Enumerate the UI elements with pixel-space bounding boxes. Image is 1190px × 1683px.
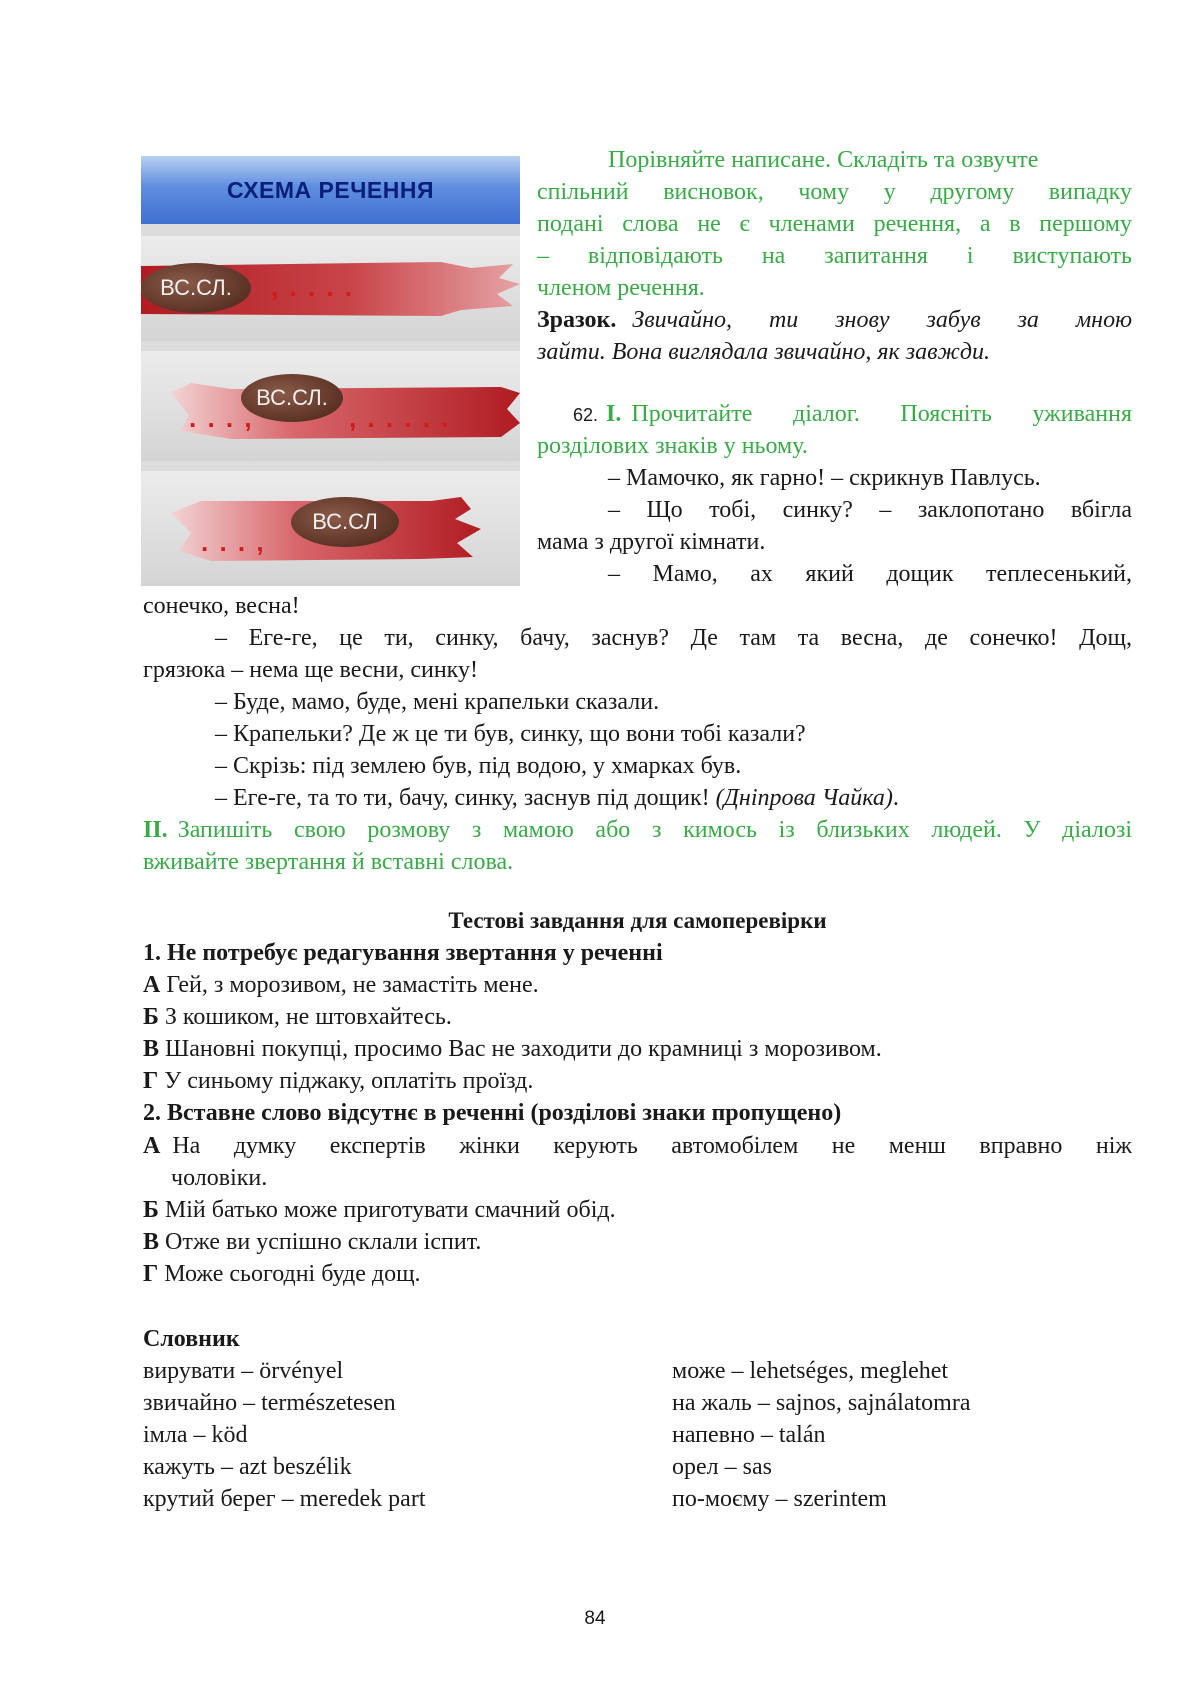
q1-option-d xyxy=(143,1065,533,1097)
scheme-row-1 xyxy=(141,236,520,341)
punctuation-before: . . . , xyxy=(189,403,254,433)
option-text: Отже ви успішно склали іспит. xyxy=(165,1229,482,1255)
vocab-right-1: може – lehetséges, meglehet xyxy=(672,1358,949,1384)
option-letter: В xyxy=(143,1229,160,1255)
q2-option-a-cont: чоловіки. xyxy=(171,1165,268,1191)
dialog-line-5: сонечко, весна! xyxy=(143,593,300,619)
exercise-task-2: розділових знаків у ньому. xyxy=(537,433,808,459)
dialog-author: (Дніпрова Чайка) xyxy=(715,785,893,811)
option-letter: Г xyxy=(143,1261,159,1287)
introductory-word-oval: ВС.СЛ xyxy=(291,497,399,547)
dialog-line-4: – Мамо, ах який дощик теплесенький, xyxy=(608,561,1132,587)
scheme-title: СХЕМА РЕЧЕННЯ xyxy=(226,176,434,203)
intro-line-4: – відповідають на запитання і виступають xyxy=(537,243,1132,269)
dialog-line-7: грязюка – нема ще весни, синку! xyxy=(143,657,478,683)
dialog-line-9: – Крапельки? Де ж це ти був, синку, що вони тобі казали? xyxy=(215,721,806,747)
option-text: На думку експертів жінки керують автомобілем не менш вправно ніж xyxy=(172,1133,1132,1159)
task2-line-2: вживайте звертання й вставні слова. xyxy=(143,849,514,875)
exercise-task-1: Прочитайте діалог. Поясніть уживання xyxy=(631,401,1132,427)
dialog-line-11 xyxy=(215,782,899,814)
exercise-header xyxy=(573,398,1132,431)
vocab-left-5: крутий берег – meredek part xyxy=(143,1486,426,1512)
dialog-line-10: – Скрізь: під землею був, під водою, у хмарках був. xyxy=(215,753,742,779)
option-letter: Б xyxy=(143,1004,159,1030)
punctuation-marks: , . . . . xyxy=(271,272,355,302)
vocab-right-5: по-моєму – szerintem xyxy=(672,1486,887,1512)
dialog-author-end: . xyxy=(892,785,899,811)
vocab-left-4: кажуть – azt beszélik xyxy=(143,1454,352,1480)
option-text: У синьому піджаку, оплатіть проїзд. xyxy=(164,1068,534,1094)
vocab-left-1: вирувати – örvényel xyxy=(143,1358,344,1384)
dialog-line-6: – Еге-ге, це ти, синку, бачу, заснув? Де там та весна, де сонечко! Дощ, xyxy=(215,625,1132,651)
introductory-word-oval: ВС.СЛ. xyxy=(241,374,343,422)
punctuation-before: . . . , xyxy=(201,527,266,557)
q2-option-d xyxy=(143,1258,421,1290)
option-letter: Б xyxy=(143,1197,159,1223)
option-text: З кошиком, не штовхайтесь. xyxy=(164,1004,452,1030)
q1-option-a xyxy=(143,969,539,1001)
q2-option-c xyxy=(143,1226,481,1258)
vocab-right-4: орел – sas xyxy=(672,1454,772,1480)
task2-roman: ІІ. xyxy=(143,817,168,843)
option-text: Гей, з морозивом, не замастіть мене. xyxy=(166,972,539,998)
q2-option-a xyxy=(143,1130,1132,1162)
intro-line-3: подані слова не є членами речення, а в першому xyxy=(537,211,1132,237)
sentence-scheme-figure xyxy=(141,156,520,586)
vocab-right-3: напевно – talán xyxy=(672,1422,826,1448)
option-letter: В xyxy=(143,1036,160,1062)
sample-text-1: Звичайно, ти знову забув за мною xyxy=(632,307,1132,333)
sample-label: Зразок. xyxy=(537,307,617,333)
task2-line-1 xyxy=(143,814,1132,846)
dialog-line-1: – Мамочко, як гарно! – скрикнув Павлусь. xyxy=(608,465,1041,491)
option-text: Може сьогодні буде дощ. xyxy=(164,1261,421,1287)
vocab-left-3: імла – köd xyxy=(143,1422,248,1448)
option-letter: А xyxy=(143,972,161,998)
page-number: 84 xyxy=(584,1608,606,1629)
intro-line-2: спільний висновок, чому у другому випадку xyxy=(537,179,1132,205)
intro-line-5: членом речення. xyxy=(537,275,705,301)
intro-line-1: Порівняйте написане. Складіть та озвучте xyxy=(608,147,1039,173)
q1-option-b xyxy=(143,1001,452,1033)
task2-text-1: Запишіть свою розмову з мамою або з кимось із близьких людей. У діалозі xyxy=(177,817,1132,843)
scheme-row-3 xyxy=(141,471,520,586)
vocab-left-2: звичайно – természetesen xyxy=(143,1390,396,1416)
q1-text: 1. Не потребує редагування звертання у реченні xyxy=(143,940,663,966)
option-text: Мій батько може приготувати смачний обід. xyxy=(164,1197,616,1223)
option-letter: Г xyxy=(143,1068,159,1094)
exercise-roman-1: І. xyxy=(606,401,622,427)
option-text: Шановні покупці, просимо Вас не заходити до крамниці з морозивом. xyxy=(165,1036,882,1062)
tests-heading: Тестові завдання для самоперевірки xyxy=(448,908,827,933)
punctuation-after: , . . . . . xyxy=(349,403,451,433)
q2-option-b xyxy=(143,1194,616,1226)
dialog-line-2: – Що тобі, синку? – заклопотано вбігла xyxy=(608,497,1132,523)
sample-line-1 xyxy=(537,304,1132,336)
dialog-line-3: мама з другої кімнати. xyxy=(537,529,766,555)
q1-option-c xyxy=(143,1033,882,1065)
exercise-number: 62. xyxy=(573,405,599,425)
vocabulary-heading: Словник xyxy=(143,1326,240,1352)
vocab-right-2: на жаль – sajnos, sajnálatomra xyxy=(672,1390,971,1416)
q2-text: 2. Вставне слово відсутнє в реченні (розділові знаки пропущено) xyxy=(143,1100,842,1126)
scheme-row-2 xyxy=(141,351,520,461)
dialog-last-text: – Еге-ге, та то ти, бачу, синку, заснув під дощик! xyxy=(215,785,710,811)
dialog-line-8: – Буде, мамо, буде, мені крапельки сказали. xyxy=(215,689,660,715)
option-letter: А xyxy=(143,1133,161,1159)
sample-line-2: зайти. Вона виглядала звичайно, як завжди. xyxy=(537,339,991,365)
introductory-word-oval: ВС.СЛ. xyxy=(141,263,251,313)
